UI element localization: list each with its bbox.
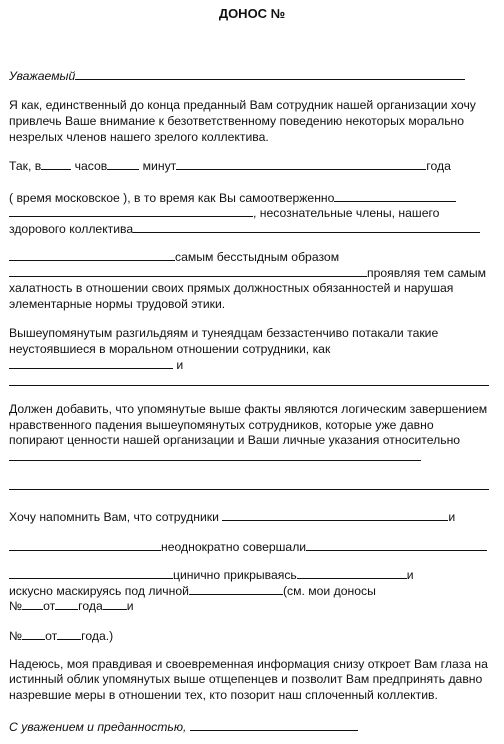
- p2-line-1: [9, 190, 456, 206]
- closing-line-2: истинный облик упомянутых выше отщепенцев и позволит Вам предпринять давно: [9, 672, 483, 686]
- report-year-label: года: [78, 599, 103, 613]
- recipient-blank[interactable]: [75, 68, 465, 80]
- p5-line-5: [9, 598, 134, 614]
- p3-line-2: неустоявшиеся в моральном отношении сотрудники, как: [9, 342, 331, 356]
- report-number-blank-1[interactable]: [22, 598, 43, 610]
- p4-line-2: нравственного падения вышеупомянутых сотрудников, которые уже давно: [9, 418, 434, 432]
- accomplice-blank-1[interactable]: [9, 357, 173, 369]
- p2-line-2: [9, 205, 439, 221]
- p3-text-and: и: [176, 358, 184, 372]
- report-year-label-2: года.): [81, 629, 114, 643]
- p5-text-a: Хочу напомнить Вам, что сотрудники: [9, 510, 219, 524]
- p5-line-3: [9, 567, 414, 583]
- instructions-blank-2[interactable]: [9, 489, 489, 490]
- closing-line-3: назревшие меры в отношении тех, кто позорит наш сплоченный коллектив.: [9, 688, 438, 702]
- p5-text-b: и: [448, 510, 456, 524]
- p2-line-3: [9, 221, 480, 237]
- greeting-text: Уважаемый: [9, 69, 76, 83]
- acts-blank[interactable]: [306, 539, 487, 551]
- signature-blank[interactable]: [190, 719, 358, 731]
- time-prefix: Так, в: [9, 159, 42, 173]
- report-year-blank-1[interactable]: [103, 598, 127, 610]
- closing-line-1: Надеюсь, моя правдивая и своевременная информация снизу откроет Вам глаза на: [9, 657, 488, 671]
- report-and-label: и: [126, 599, 134, 613]
- document-title: ДОНОС №: [218, 6, 286, 21]
- p5-line-6: [9, 628, 113, 644]
- time-line: [9, 158, 451, 174]
- p2-line-4: [9, 249, 339, 265]
- names-blank[interactable]: [133, 221, 480, 233]
- p2-text-b: , несознательные члены, нашего: [253, 206, 440, 220]
- signoff-line: [9, 719, 358, 735]
- guise-blank[interactable]: [189, 583, 283, 595]
- activity-blank-2[interactable]: [9, 205, 253, 217]
- report-date-blank-2[interactable]: [57, 628, 81, 640]
- report-date-blank-1[interactable]: [55, 598, 78, 610]
- greeting-line: [9, 68, 465, 84]
- p5-line-4: [9, 583, 376, 599]
- instructions-blank-1[interactable]: [9, 460, 421, 461]
- p2-text-e: проявляя тем самым: [367, 266, 487, 280]
- signoff-text: С уважением и преданностью,: [9, 720, 187, 734]
- report-number-sign: №: [9, 599, 23, 613]
- minute-blank[interactable]: [107, 158, 139, 170]
- p5-line-1: [9, 509, 455, 525]
- misconduct-blank[interactable]: [9, 265, 367, 277]
- names-blank-2[interactable]: [9, 249, 175, 261]
- report-from-label: от: [43, 599, 56, 613]
- report-number-blank-2[interactable]: [22, 628, 45, 640]
- p2-line-7: элементарные нормы трудовой этики.: [9, 297, 226, 311]
- p5-text-f: искусно маскируясь под личной: [9, 584, 189, 598]
- acts-blank-2[interactable]: [9, 567, 173, 579]
- report-number-sign-2: №: [9, 629, 23, 643]
- intro-line-1: Я как, единственный до конца преданный Вам сотрудник нашей организации хочу: [9, 98, 476, 112]
- excuse-blank[interactable]: [297, 567, 407, 579]
- p3-line-1: Вышеупомянутым разгильдяям и тунеядцам беззастенчиво потакали такие: [9, 326, 439, 340]
- employees-blank-2[interactable]: [9, 539, 161, 551]
- p2-line-5: [9, 265, 486, 281]
- p2-text-d: самым бесстыдным образом: [175, 250, 340, 264]
- p4-line-3: попирают ценности нашей организации и Ваши личные указания относительно: [9, 433, 461, 447]
- p4-line-1: Должен добавить, что упомянутые выше факты являются логическим завершением: [9, 402, 488, 416]
- report-from-label-2: от: [45, 629, 58, 643]
- p2-text-c: здорового коллектива: [9, 222, 134, 236]
- hours-label: часов: [74, 159, 108, 173]
- accomplice-blank-2[interactable]: [9, 385, 489, 386]
- minutes-label: минут: [142, 159, 177, 173]
- hour-blank[interactable]: [41, 158, 71, 170]
- intro-line-2: привлечь Ваше внимание к безответственному поведению некоторых морально: [9, 114, 465, 128]
- p5-line-2: [9, 539, 487, 555]
- p5-text-e: и: [406, 568, 414, 582]
- activity-blank[interactable]: [334, 190, 456, 202]
- employees-blank[interactable]: [222, 509, 448, 521]
- p2-text-a: ( время московское ), в то время как Вы самоотверженно: [9, 191, 335, 205]
- p5-text-g: (см. мои доносы: [282, 584, 376, 598]
- p5-text-d: цинично прикрываясь: [173, 568, 297, 582]
- date-blank[interactable]: [176, 158, 426, 170]
- p5-text-c: неоднократно совершали: [161, 540, 307, 554]
- p2-line-6: халатность в отношении своих прямых должностных обязанностей и нарушая: [9, 281, 454, 295]
- year-label: года: [426, 159, 451, 173]
- intro-line-3: незрелых членов нашего зрелого коллектива.: [9, 130, 269, 144]
- p3-line-3: [9, 357, 183, 373]
